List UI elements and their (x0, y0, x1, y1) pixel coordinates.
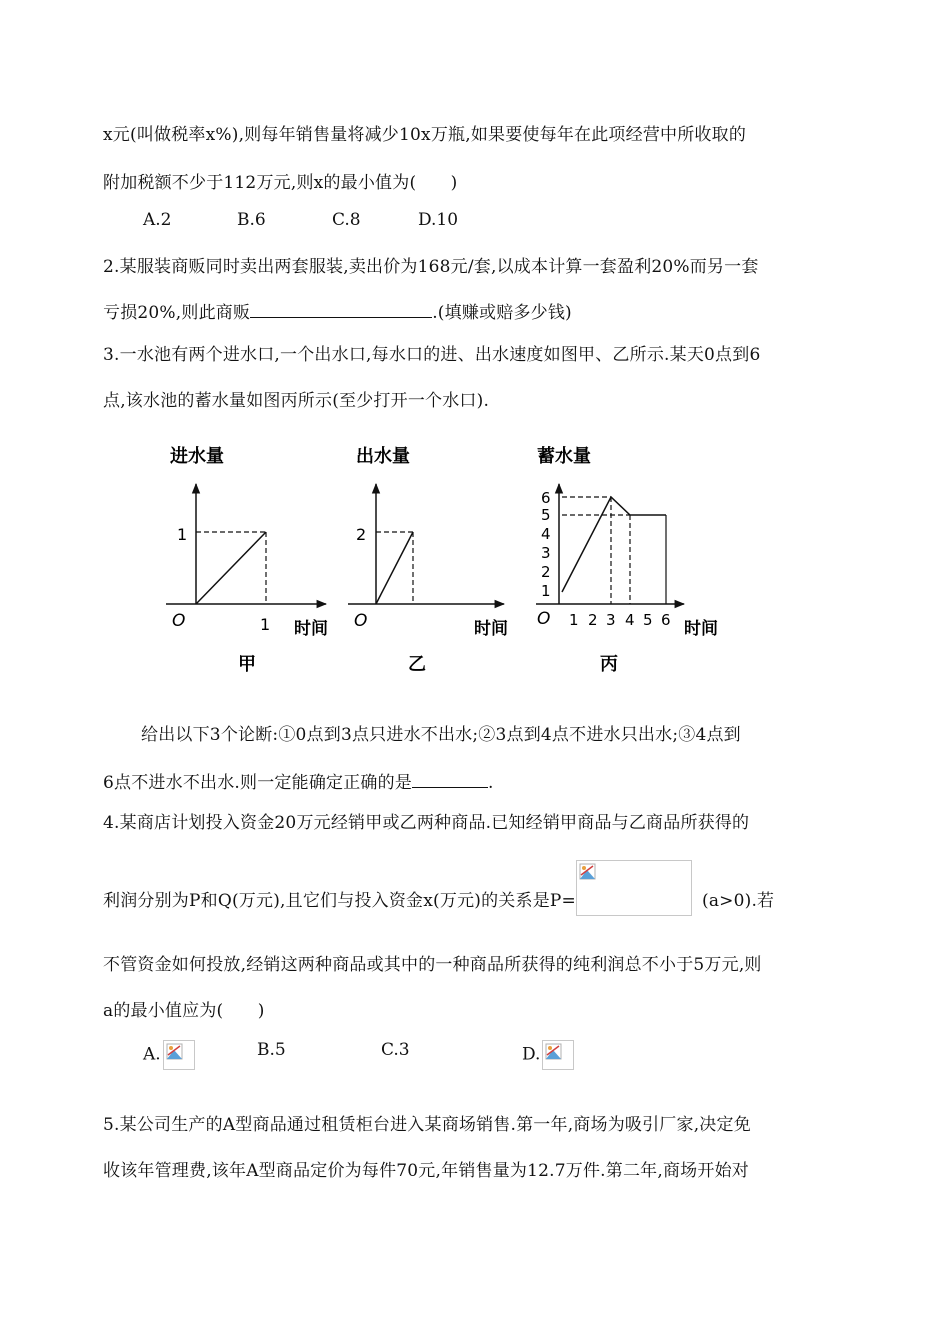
bing-x-label: 时间 (684, 619, 718, 639)
jia-x-tick: 1 (260, 615, 271, 634)
q2-text-before: 亏损20%,则此商贩 (103, 303, 251, 323)
bing-x-tick: 3 (606, 611, 616, 629)
bing-data-line (562, 497, 666, 592)
option-d: D.10 (418, 210, 459, 230)
bing-y-tick: 1 (541, 582, 551, 600)
text-line: 给出以下3个论断:①0点到3点只进水不出水;②3点到4点不进水只出水;③4点到 (141, 725, 741, 745)
bing-x-tick: 4 (625, 611, 635, 629)
yi-origin: O (354, 611, 368, 631)
bing-origin: O (537, 609, 551, 629)
broken-image-icon (545, 1043, 563, 1061)
q2-text-after: .(填赚或赔多少钱) (432, 303, 572, 323)
graph-jia (166, 445, 328, 675)
bing-x-tick: 1 (569, 611, 579, 629)
jia-origin: O (172, 611, 186, 631)
q3-answer-line (103, 768, 494, 793)
q3-answer-blank[interactable] (412, 770, 488, 788)
option-c: C.3 (381, 1040, 410, 1060)
water-graphs (0, 432, 950, 692)
broken-image-icon (166, 1043, 184, 1061)
bing-y-tick: 5 (541, 506, 551, 524)
bing-y-label: 蓄水量 (537, 446, 591, 467)
yi-data-line (376, 532, 413, 604)
graph-bing (536, 445, 718, 675)
text-line: 不管资金如何投放,经销这两种商品或其中的一种商品所获得的纯利润总不小于5万元,则 (103, 955, 762, 975)
option-a-image-placeholder (163, 1040, 195, 1070)
text-line: 4.某商店计划投入资金20万元经销甲或乙两种商品.已知经销甲商品与乙商品所获得的 (103, 813, 750, 833)
formula-image-placeholder (576, 860, 692, 916)
jia-caption: 甲 (238, 654, 256, 675)
q2-answer-line (103, 298, 572, 323)
jia-x-label: 时间 (294, 619, 328, 639)
q4-text-before: 利润分别为P和Q(万元),且它们与投入资金x(万元)的关系是P= (103, 891, 576, 911)
q4-text-after: (a>0).若 (701, 891, 775, 911)
bing-y-tick: 6 (541, 489, 551, 507)
q2-answer-blank[interactable] (250, 300, 432, 318)
bing-x-tick: 6 (661, 611, 671, 629)
text-line: 点,该水池的蓄水量如图丙所示(至少打开一个水口). (103, 391, 490, 411)
q3-text-before: 6点不进水不出水.则一定能确定正确的是 (103, 773, 413, 793)
text-line: 附加税额不少于112万元,则x的最小值为( ) (103, 173, 458, 193)
option-a: A.2 (143, 210, 172, 230)
q4-formula-line (103, 886, 774, 916)
text-line: a的最小值应为( ) (103, 1001, 265, 1021)
bing-x-tick: 2 (588, 611, 598, 629)
option-b: B.6 (237, 210, 266, 230)
yi-x-label: 时间 (474, 619, 508, 639)
graph-yi (348, 445, 508, 675)
bing-caption: 丙 (600, 654, 618, 675)
yi-caption: 乙 (408, 654, 426, 675)
jia-data-line (196, 532, 266, 604)
text-line: 2.某服装商贩同时卖出两套服装,卖出价为168元/套,以成本计算一套盈利20%而另一套 (103, 257, 759, 277)
bing-x-tick: 5 (643, 611, 653, 629)
bing-y-tick: 2 (541, 563, 551, 581)
text-line: x元(叫做税率x%),则每年销售量将减少10x万瓶,如果要使每年在此项经营中所收取的 (103, 125, 747, 145)
text-line: 3.一水池有两个进水口,一个出水口,每水口的进、出水速度如图甲、乙所示.某天0点到6 (103, 345, 761, 365)
bing-y-tick: 3 (541, 544, 551, 562)
bing-y-tick: 4 (541, 525, 551, 543)
option-b: B.5 (257, 1040, 286, 1060)
yi-y-label: 出水量 (356, 446, 410, 467)
option-d-image-placeholder (542, 1040, 574, 1070)
text-line: 5.某公司生产的A型商品通过租赁柜台进入某商场销售.第一年,商场为吸引厂家,决定免 (103, 1115, 751, 1135)
yi-y-tick: 2 (356, 525, 367, 544)
text-line: 收该年管理费,该年A型商品定价为每件70元,年销售量为12.7万件.第二年,商场开始对 (103, 1161, 749, 1181)
q3-text-after: . (488, 773, 494, 793)
jia-y-label: 进水量 (170, 446, 224, 467)
option-d (522, 1040, 574, 1070)
option-d-label: D. (522, 1044, 541, 1065)
jia-y-tick: 1 (177, 525, 188, 544)
option-a-label: A. (143, 1044, 161, 1065)
option-a (143, 1040, 195, 1070)
option-c: C.8 (332, 210, 361, 230)
broken-image-icon (579, 863, 597, 881)
